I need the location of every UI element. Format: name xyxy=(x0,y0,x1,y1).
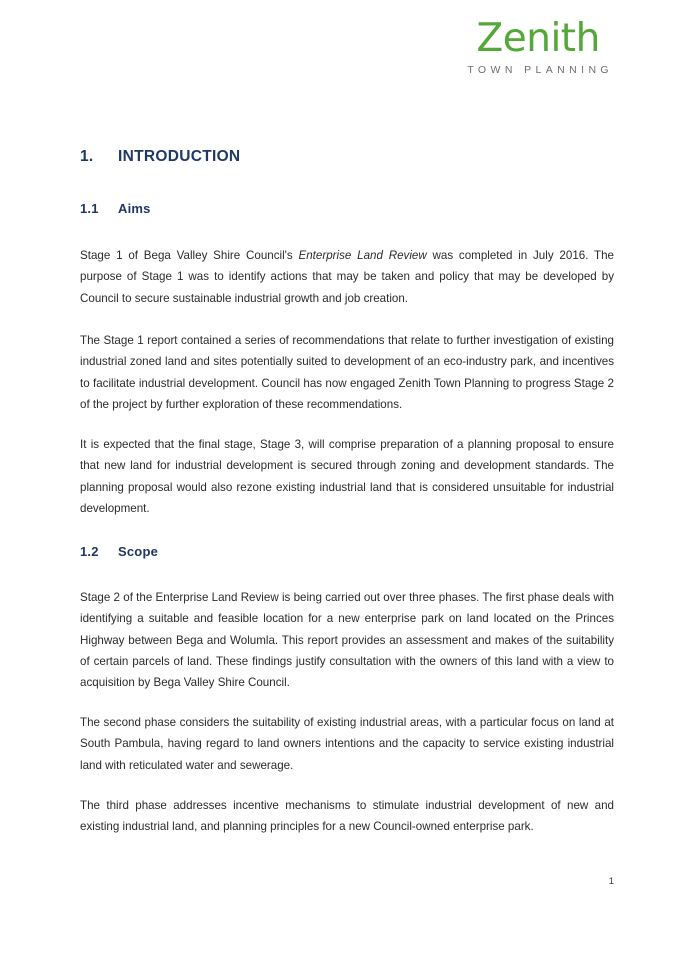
subsection-heading-scope xyxy=(80,544,614,559)
subsection-title-aims: Aims xyxy=(118,201,151,216)
paragraph-aims-1 xyxy=(80,245,614,309)
paragraph-scope-3: The third phase addresses incentive mechanisms to stimulate industrial development of new and existing industrial land, and planning principles for a new Council-owned enterprise park. xyxy=(80,799,614,834)
section-title: INTRODUCTION xyxy=(118,148,241,165)
document-title-italic: Enterprise Land Review xyxy=(298,249,427,262)
subsection-heading-aims xyxy=(80,201,614,216)
paragraph-aims-3: It is expected that the final stage, Stage 3, will comprise preparation of a planning proposal to ensure that new land for industrial development is secured through zoning and development standards. The planning proposal would also rezone existing industrial land that is considered unsuitable for industrial development. xyxy=(80,438,614,515)
section-number: 1. xyxy=(80,148,94,165)
section-heading-introduction xyxy=(80,148,614,166)
zenith-logo xyxy=(463,18,613,77)
paragraph-scope-1: Stage 2 of the Enterprise Land Review is being carried out over three phases. The first phase deals with identifying a suitable and feasible location for a new enterprise park on land located on the Princes Highway between Bega and Wolumla. This report provides an assessment and makes of the suitability of certain parcels of land. These findings justify consultation with the owners of this land with a view to acquisition by Bega Valley Shire Council. xyxy=(80,591,614,690)
paragraph-aims-1-tail: was completed in July 2016. The purpose of Stage 1 was to identify actions that may be taken and policy that may be developed by Council to secure sustainable industrial growth and job creation. xyxy=(80,249,614,305)
logo-tagline: TOWN PLANNING xyxy=(467,64,613,76)
page-number: 1 xyxy=(608,876,614,887)
subsection-number-aims: 1.1 xyxy=(80,201,99,216)
paragraph-aims-1-lead: Stage 1 of Bega Valley Shire Council's xyxy=(80,249,299,262)
paragraph-aims-2: The Stage 1 report contained a series of recommendations that relate to further investigation of existing industrial zoned land and sites potentially suited to development of an eco-industry park, and incentives to facilitate industrial development. Council has now engaged Zenith Town Planning to progress Stage 2 of the project by further exploration of these recommendations. xyxy=(80,334,614,411)
subsection-number-scope: 1.2 xyxy=(80,544,99,559)
paragraph-scope-2: The second phase considers the suitability of existing industrial areas, with a particular focus on land at South Pambula, having regard to land owners intentions and the capacity to service existing industrial land with reticulated water and sewerage. xyxy=(80,716,614,772)
subsection-title-scope: Scope xyxy=(118,544,159,559)
logo-wordmark: Zenith xyxy=(476,16,600,61)
